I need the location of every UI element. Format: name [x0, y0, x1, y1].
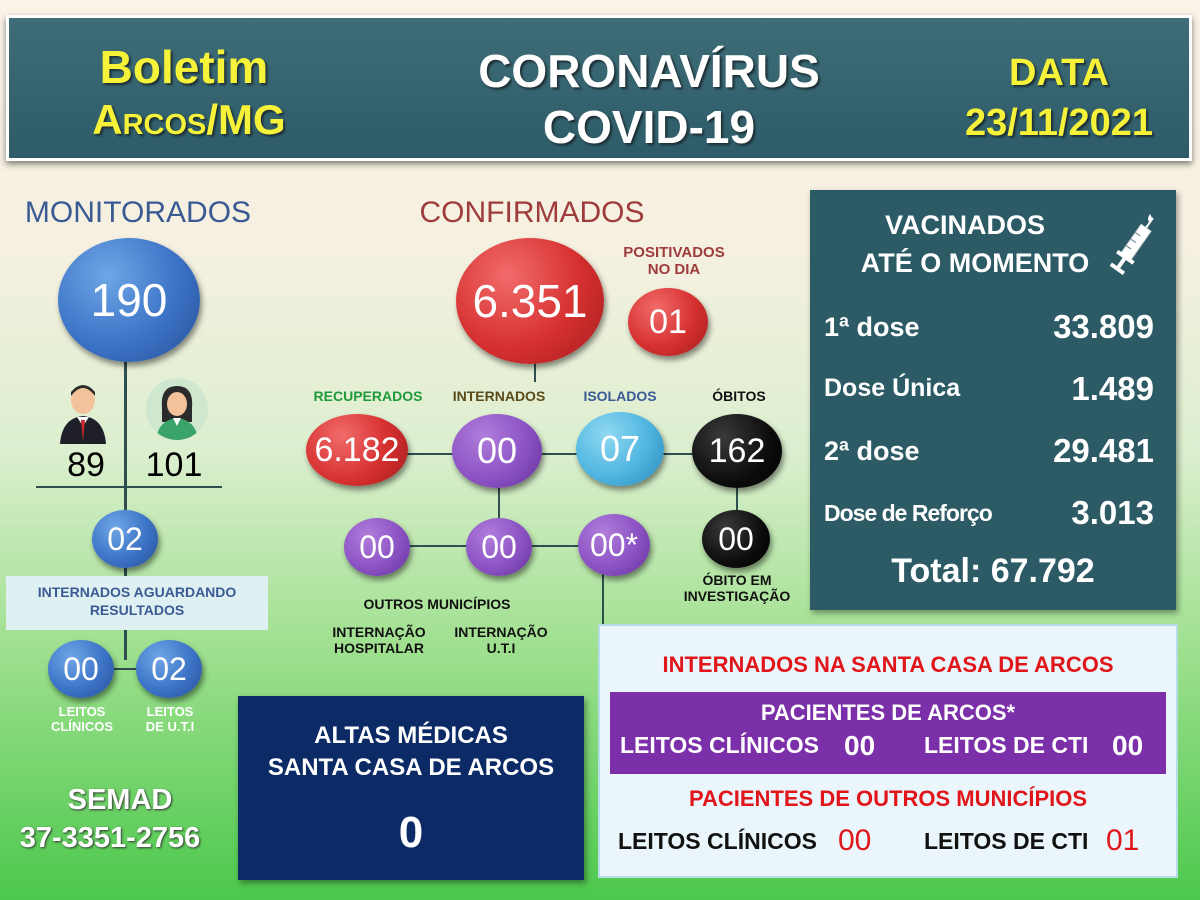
title-line2: COVID-19	[542, 101, 756, 153]
date-value: 23/11/2021	[964, 102, 1154, 144]
isolados-label: ISOLADOS	[583, 388, 657, 404]
leitos-clinicos-label-line2: CLÍNICOS	[50, 719, 114, 734]
positivados-label	[604, 244, 744, 278]
internacao-hospitalar-label-line2: HOSPITALAR	[334, 640, 424, 656]
obito-investigacao-label-line1: ÓBITO EM	[702, 572, 772, 588]
vaccine-row	[810, 368, 1176, 408]
internacao-uti-label-line1: INTERNAÇÃO	[454, 624, 548, 640]
obitos-bubble: 162	[692, 414, 782, 488]
leitos-clinicos-bubble: 00	[48, 640, 114, 698]
obito-investigacao-bubble: 00	[702, 510, 770, 568]
pacientes-outros-title: PACIENTES DE OUTROS MUNICÍPIOS	[688, 786, 1088, 811]
connector	[498, 486, 500, 518]
boletim-label: Boletim	[99, 41, 269, 93]
leitos-clinicos-label-line1: LEITOS	[58, 704, 106, 719]
awaiting-label-box	[6, 576, 268, 630]
vaccine-row-label: Dose Única	[824, 374, 961, 402]
connector	[36, 486, 222, 488]
obito-investigacao-label-line2: INVESTIGAÇÃO	[683, 588, 791, 604]
awaiting-label-line2: RESULTADOS	[89, 602, 185, 618]
santa-casa-panel	[598, 624, 1178, 878]
leitos-clinicos-label	[40, 704, 124, 734]
connector	[736, 486, 738, 510]
awaiting-bubble: 02	[92, 510, 158, 568]
women-count: 101	[145, 446, 203, 484]
vaccine-row	[810, 492, 1176, 532]
positivados-bubble: 01	[628, 288, 708, 356]
altas-value: 0	[398, 808, 424, 857]
recuperados-label: RECUPERADOS	[313, 388, 423, 404]
recuperados-bubble: 6.182	[306, 414, 408, 486]
positivados-label-line2: NO DIA	[647, 261, 701, 278]
santa-casa-title: INTERNADOS NA SANTA CASA DE ARCOS	[662, 652, 1114, 677]
monitorados-title: MONITORADOS	[24, 196, 252, 229]
obito-investigacao-label	[670, 572, 804, 604]
vacinados-panel	[810, 190, 1176, 610]
leitos-uti-label-line1: LEITOS	[146, 704, 194, 719]
altas-title-line1: ALTAS MÉDICAS	[314, 722, 508, 749]
woman-icon	[146, 378, 208, 440]
title-line1: CORONAVÍRUS	[478, 45, 820, 97]
positivados-label-line1: POSITIVADOS	[623, 244, 725, 261]
vaccine-row	[810, 306, 1176, 346]
pacientes-arcos-title: PACIENTES DE ARCOS*	[760, 700, 1016, 725]
altas-title-line2: SANTA CASA DE ARCOS	[267, 754, 555, 781]
date-label: DATA	[1009, 52, 1109, 94]
monitorados-total-bubble: 190	[58, 238, 200, 362]
syringe-icon	[1110, 210, 1158, 280]
leitos-uti-bubble: 02	[136, 640, 202, 698]
vaccine-row-label: 1ª dose	[824, 312, 920, 342]
vaccine-row-label: 2ª dose	[824, 436, 920, 466]
internacao-uti-label-line2: U.T.I	[486, 640, 516, 656]
leitos-uti-label	[128, 704, 212, 734]
internados-bubble: 00	[452, 414, 542, 488]
arcos-leitos-clinicos-label: LEITOS CLÍNICOS	[620, 732, 819, 758]
pacientes-arcos-box	[610, 692, 1166, 774]
leitos-uti-label-line2: DE U.T.I	[145, 719, 195, 734]
vaccine-row	[810, 430, 1176, 470]
vaccine-row-value: 29.481	[1053, 432, 1154, 469]
outros-municipios-label: OUTROS MUNICÍPIOS	[363, 596, 511, 612]
internacao-hospitalar-label	[318, 624, 440, 656]
confirmados-title: CONFIRMADOS	[419, 196, 645, 229]
internacao-hospitalar-label-line1: INTERNAÇÃO	[332, 624, 426, 640]
vacinados-title-line2: ATÉ O MOMENTO	[860, 248, 1090, 278]
semad-name: SEMAD	[67, 784, 173, 816]
outros-leitos-cti-value: 01	[1106, 824, 1140, 857]
vaccine-row-value: 1.489	[1071, 370, 1154, 407]
outros-municipios-bubble: 00	[344, 518, 410, 576]
outros-leitos-cti-label: LEITOS DE CTI	[924, 828, 1089, 854]
vacinados-total: Total: 67.792	[891, 552, 1095, 590]
altas-medicas-panel	[238, 696, 584, 880]
arcos-leitos-cti-label: LEITOS DE CTI	[924, 732, 1089, 758]
header-banner	[6, 15, 1192, 161]
outros-leitos-clinicos-value: 00	[838, 824, 872, 857]
awaiting-label-line1: INTERNADOS AGUARDANDO	[37, 584, 237, 600]
vaccine-row-value: 3.013	[1071, 494, 1154, 531]
city-label: Arcos/MG	[92, 96, 286, 143]
vaccine-row-label: Dose de Reforço	[824, 500, 992, 526]
vacinados-title-line1: VACINADOS	[884, 210, 1045, 240]
men-count: 89	[67, 446, 105, 484]
outros-leitos-clinicos-label: LEITOS CLÍNICOS	[618, 828, 817, 854]
internacao-uti-bubble: 00*	[578, 514, 650, 576]
internados-label: INTERNADOS	[452, 388, 546, 404]
connector	[534, 362, 536, 382]
vaccine-row-value: 33.809	[1053, 308, 1154, 345]
internacao-uti-label	[440, 624, 562, 656]
arcos-leitos-cti-value: 00	[1112, 730, 1144, 761]
semad-phone: 37-3351-2756	[19, 822, 201, 854]
obitos-label: ÓBITOS	[712, 388, 766, 404]
confirmados-total-bubble: 6.351	[456, 238, 604, 364]
internacao-hospitalar-bubble: 00	[466, 518, 532, 576]
isolados-bubble: 07	[576, 412, 664, 486]
arcos-leitos-clinicos-value: 00	[844, 730, 876, 761]
man-icon	[56, 380, 110, 444]
